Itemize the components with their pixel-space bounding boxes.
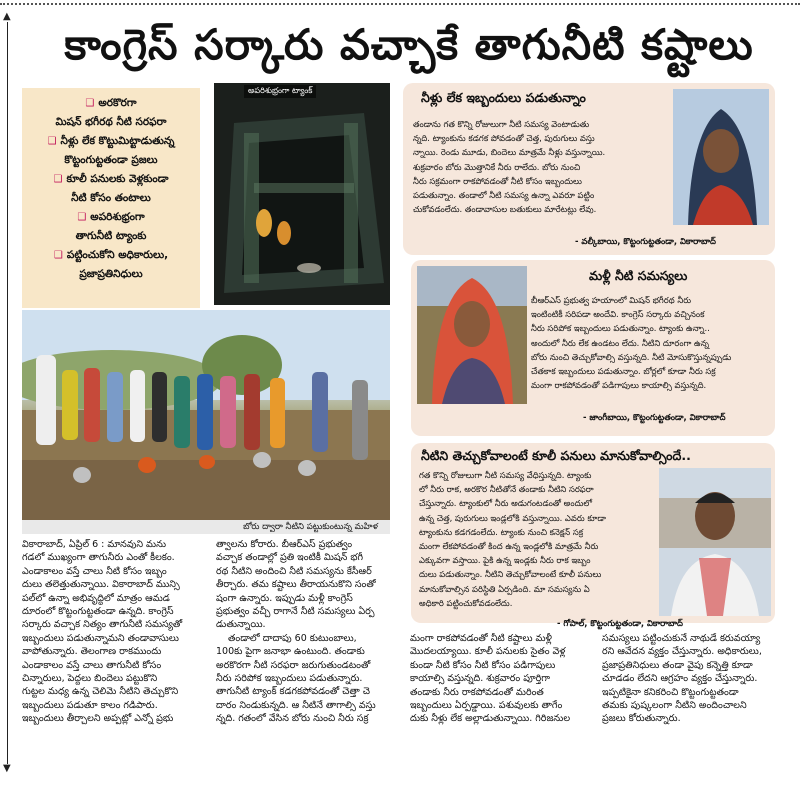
body-column-4: సమస్యలు పట్టించుకునే నాథుడే కరువయ్యా రని ఆవేదన వ్యక్తం చేస్తున్నారు. అధికారులు, ప్రజాప్రతినిధులు తండా వైపు కన్నెత్తి కూడా చూడడం లేదని ఆగ్రహం వ్యక్తం చేస్తున్నారు. ఇప్పటికైనా కనికరించి కొట్టంగుట్టతండా తమకు పుష్కలంగా నీటిని అందించాలని ప్రజలు కోరుతున్నారు. xyxy=(602,633,762,725)
body-column-2: త్వాలను కోరారు. బీఆర్ఎస్ ప్రభుత్వం వచ్చాక తండాల్లో ప్రతి ఇంటికీ మిషన్ భగీ రథ నీటిని అందించి నీటి సమస్యను కేసీఆర్ తీర్చారు. తమ కష్టాలు తీరాయనుకొని సంతో షంగా ఉన్నారు. ఇప్పుడు మళ్లీ కాంగ్రెస్ ప్రభుత్వం వచ్చీ రాగానే నీటి సమస్యలు ఏర్ప డుతున్నాయి. తండాలో దాదాపు 60 కుటుంబాలు, 100కు పైగా జనాభా ఉంటుంది. తండాకు అరకొరగా నీటి సరఫరా జరుగుతుండటంతో నీరు సరిపోక ఇబ్బందులు పడుతున్నారు. తాగునీటి ట్యాంక్ కడగకపోవడంతో చెత్తా చె దారం నిండుకున్నది. ఆ నీటినే తాగాల్సి వస్తు న్నది. గతంలో వేసిన బోరు నుంచి నీరు సక్ర xyxy=(216,539,376,725)
body-column-1: వికారాబాద్, ఏప్రిల్ 6 : మానవుని మను గడలో ముఖ్యంగా తాగునీరు ఎంతో కీలకం. ఎండాకాలం వస్తే చాలు నీటి కోసం ఇబ్బం దులు తలెత్తుతున్నాయి. వికారాబాద్ మున్సి పల్‌లో ఉన్నా అభివృద్ధిలో మాత్రం ఆమడ దూరంలో కొట్టంగుట్టతండా ఉన్నది. కాంగ్రెస్ సర్కారు వచ్చాక నిత్యం తాగునీటి సమస్యతో ఇబ్బందులు పడుతున్నామని తండావాసులు వాపోతున్నారు. తెలంగాణ రాకముందు ఎండాకాలం వస్తే చాలు తాగునీటి కోసం చిన్నారులు, పెద్దలు బిందెలు పట్టుకొని గుట్టల మధ్య ఉన్న చెలిమె నీటిని తెచ్చుకొని ఇబ్బందులు పడుతూ కాలం గడిపారు. ఇబ్బందులు తీర్చాలని అప్పట్లో ఎన్నో ప్రభు xyxy=(22,539,183,725)
down-arrow-icon: ▼ xyxy=(3,763,11,774)
body-column-3: మంగా రాకపోవడంతో నీటి కష్టాలు మళ్లీ మొదలయ్యాయి. కూలీ పనులకు సైతం వెళ్ల కుండా నీటి కోసం నీటి కోసం పడిగాపులు కాయాల్సి వస్తున్నది. శుక్రవారం పూర్తిగా తండాకు నీరు రాకపోవడంతో మరింత ఇబ్బందులు ఏర్పడ్డాయి. పశువులకు తాగేం దుకు నీళ్లు లేక అల్లాడుతున్నాయి. గిరిజనుల xyxy=(410,633,571,725)
highlight-item: ❑ పట్టించుకోని అధికారులు, xyxy=(28,246,194,265)
tank-illustration xyxy=(214,83,390,305)
portrait-photo xyxy=(417,266,527,404)
villagers-illustration xyxy=(22,310,390,520)
quote-box-1-signature: - వల్కీబాయి, కొట్టంగుట్టతండా, వికారాబాద్ xyxy=(575,236,716,246)
top-dotted-rule xyxy=(0,3,800,5)
square-bullet-icon: ❑ xyxy=(77,212,87,223)
highlight-item-cont: తాగునీటి ట్యాంకు xyxy=(75,230,147,242)
highlight-item: ❑ కూలీ పనులకు వెళ్లకుండా xyxy=(28,170,194,189)
up-arrow-icon: ▲ xyxy=(3,11,11,22)
quote-box-2 xyxy=(411,260,775,436)
man-portrait-illustration xyxy=(659,468,771,616)
square-bullet-icon: ❑ xyxy=(53,250,63,261)
left-margin-rule xyxy=(3,11,11,774)
article-headline: కాంగ్రెస్ సర్కారు వచ్చాకే తాగునీటి కష్టాలు xyxy=(64,20,754,69)
highlight-item-cont: కొట్టంగుట్టతండా ప్రజలు xyxy=(64,154,158,166)
portrait-photo xyxy=(673,89,769,225)
quote-box-3-text: గత కొన్ని రోజులుగా నీటి సమస్య వేధిస్తున్నది. ట్యాంకు లో నీరు రాక, అరకొర నీటితోనే తండాకు నీటిని సరఫరా చేస్తున్నారు. ట్యాంకులో నీరు అడుగంటడంతో అందులో ఉన్న చెత్త, పురుగులు ఇండ్లలోకి వస్తున్నాయి. ఎవరు కూడా ట్యాంకును కడగడంలేదు. ట్యాంకు నుంచి కనెక్షన్ సక్ర మంగా లేకపోవడంతో కింద ఉన్న ఇండ్లలోకి మాత్రమే నీరు ఎక్కువగా వస్తాయి. పైకి ఉన్న ఇండ్లకు నీరు రాక ఇబ్బం దులు పడుతున్నాం. నీటిని తెచ్చుకోవాలంటే కూలీ పనులు మానుకోవాల్సిన పరిస్థితి ఏర్పడింది. మా సమస్యను ఏ అధికారి పట్టించుకోవడంలేదు. xyxy=(419,470,606,608)
quote-box-3-signature: - గోపాల్, కొట్టంగుట్టతండా, వికారాబాద్ xyxy=(557,618,683,628)
group-photo xyxy=(22,310,390,520)
quote-box-2-text: బీఆర్ఎస్ ప్రభుత్వ హయాంలో మిషన్ భగీరథ నీరు ఇంటింటికీ సరిపడా అందేవి. కాంగ్రెస్ సర్కారు వచ్చినంక నీరు సరిపోక ఇబ్బందులు పడుతున్నాం. ట్యాంకు ఉన్నా.. అందులో నీరు లేక ఉండటం లేదు. నీటిని దూరంగా ఉన్న బోరు నుంచి తెచ్చుకోవాల్సి వస్తున్నది. నీటి మోసుకొస్తున్నప్పుడు చేతకాక ఇబ్బందులు పడుతున్నాం. బోర్లలో కూడా నీరు సక్ర మంగా రాకపోవడంతో పడిగాపులు కాయాల్సి వస్తున్నది. xyxy=(531,295,732,391)
highlight-item-cont: నీటి కోసం తంటాలు xyxy=(71,192,151,204)
group-photo-caption: బోరు ద్వారా నీటిని పట్టుకుంటున్న మహిళ xyxy=(22,520,390,534)
highlight-item-cont: ప్రజాప్రతినిధులు xyxy=(79,268,143,280)
highlight-item-cont: మిషన్ భగీరథ నీటి సరఫరా xyxy=(55,116,167,128)
quote-box-2-signature: - జాంగీబాయి, కొట్టంగుట్టతండా, వికారాబాద్ xyxy=(583,412,726,422)
quote-box-1-text: తండాను గత కొన్ని రోజులుగా నీటి సమస్య వెంటాడుతు న్నది. ట్యాంకును కడగక పోవడంతో చెత్త, పురుగులు వస్తు న్నాయి. రెండు మూడు, బిందెలు మాత్రమే నీళ్లు వస్తున్నాయి. శుక్రవారం బోరు మొత్తానికే నీరు రాలేదు. బోరు నుంచి నీరు సక్రమంగా రాకపోవడంతో నీటి కోసం ఇబ్బందులు పడుతున్నాం. తండాలో నీటి సమస్య ఉన్నా ఎవరూ పట్టిం చుకోవడంలేదు. తండావాసుల బతుకులు మారేటట్లు లేవు. xyxy=(413,119,606,215)
highlight-item: ❑ అరకొరగా xyxy=(28,94,194,113)
quote-box-1-title: నీళ్లు లేక ఇబ్బందులు పడుతున్నాం xyxy=(421,90,586,105)
tank-photo xyxy=(214,83,390,305)
quote-box-3 xyxy=(411,443,775,628)
quote-box-3-title: నీటిని తెచ్చుకోవాలంటే కూలీ పనులు మానుకోవాల్సిందే.. xyxy=(421,448,691,463)
quote-box-1 xyxy=(403,83,775,255)
woman-portrait-illustration xyxy=(417,266,527,404)
highlights-box xyxy=(22,88,200,308)
square-bullet-icon: ❑ xyxy=(85,98,95,109)
quote-box-2-title: మళ్లీ నీటి సమస్యలు xyxy=(589,268,688,283)
square-bullet-icon: ❑ xyxy=(53,174,63,185)
highlight-item: ❑ నీళ్లు లేక కొట్టుమిట్టాడుతున్న xyxy=(28,132,194,151)
square-bullet-icon: ❑ xyxy=(47,136,57,147)
highlight-item: ❑ అపరిశుభ్రంగా xyxy=(28,208,194,227)
tank-photo-caption: అపరిశుభ్రంగా ట్యాంక్ xyxy=(244,85,316,98)
portrait-photo xyxy=(659,468,771,616)
woman-portrait-illustration xyxy=(673,89,769,225)
